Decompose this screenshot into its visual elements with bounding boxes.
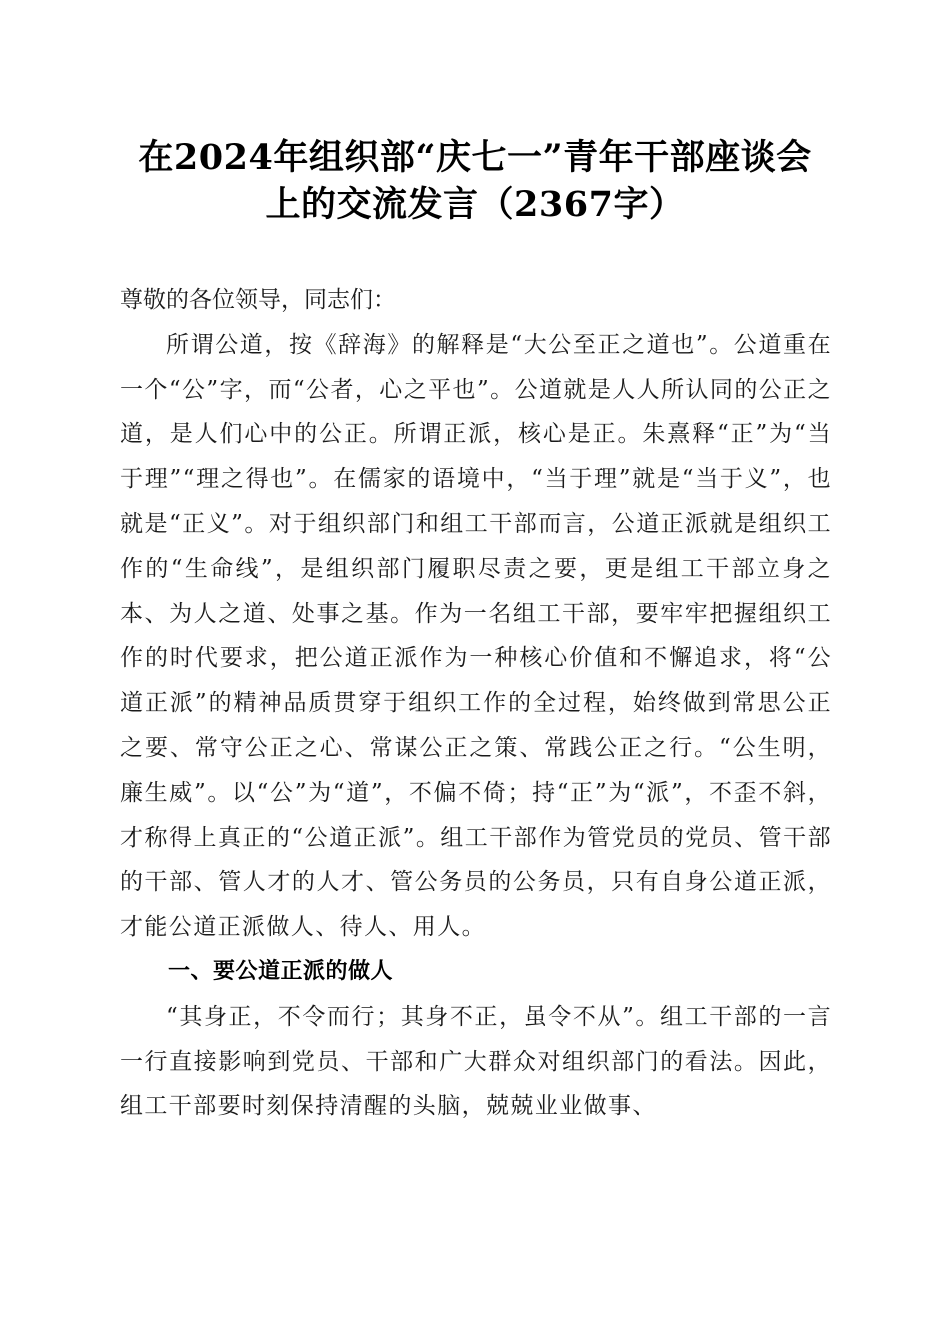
- title-line-2: 上的交流发言（2367字）: [265, 184, 685, 225]
- salutation: 尊敬的各位领导，同志们：: [120, 287, 396, 313]
- document-body: [120, 278, 832, 1129]
- document-title: [0, 134, 950, 228]
- section-heading-1: 一、要公道正派的做人: [168, 958, 394, 984]
- paragraph-section-1: “其身正，不令而行；其身不正，虽令不从”。组工干部的一言一行直接影响到党员、干部和广大群众对组织部门的看法。因此，组工干部要时刻保持清醒的头脑，兢兢业业做事、: [120, 1003, 832, 1120]
- paragraph-intro: 所谓公道，按《辞海》的解释是“大公至正之道也”。公道重在一个“公”字，而“公者，心之平也”。公道就是人人所认同的公正之道，是人们心中的公正。所谓正派，核心是正。朱熹释“正”为“当于理”“理之得也”。在儒家的语境中，“当于理”就是“当于义”，也就是“正义”。对于组织部门和组工干部而言，公道正派就是组织工作的“生命线”，是组织部门履职尽责之要，更是组工干部立身之本、为人之道、处事之基。作为一名组工干部，要牢牢把握组织工作的时代要求，把公道正派作为一种核心价值和不懈追求，将“公道正派”的精神品质贯穿于组织工作的全过程，始终做到常思公正之要、常守公正之心、常谋公正之策、常践公正之行。“公生明，廉生威”。以“公”为“道”，不偏不倚；持“正”为“派”，不歪不斜，才称得上真正的“公道正派”。组工干部作为管党员的党员、管干部的干部、管人才的人才、管公务员的公务员，只有自身公道正派，才能公道正派做人、待人、用人。: [120, 331, 832, 941]
- title-line-1: 在2024年组织部“庆七一”青年干部座谈会: [138, 137, 812, 178]
